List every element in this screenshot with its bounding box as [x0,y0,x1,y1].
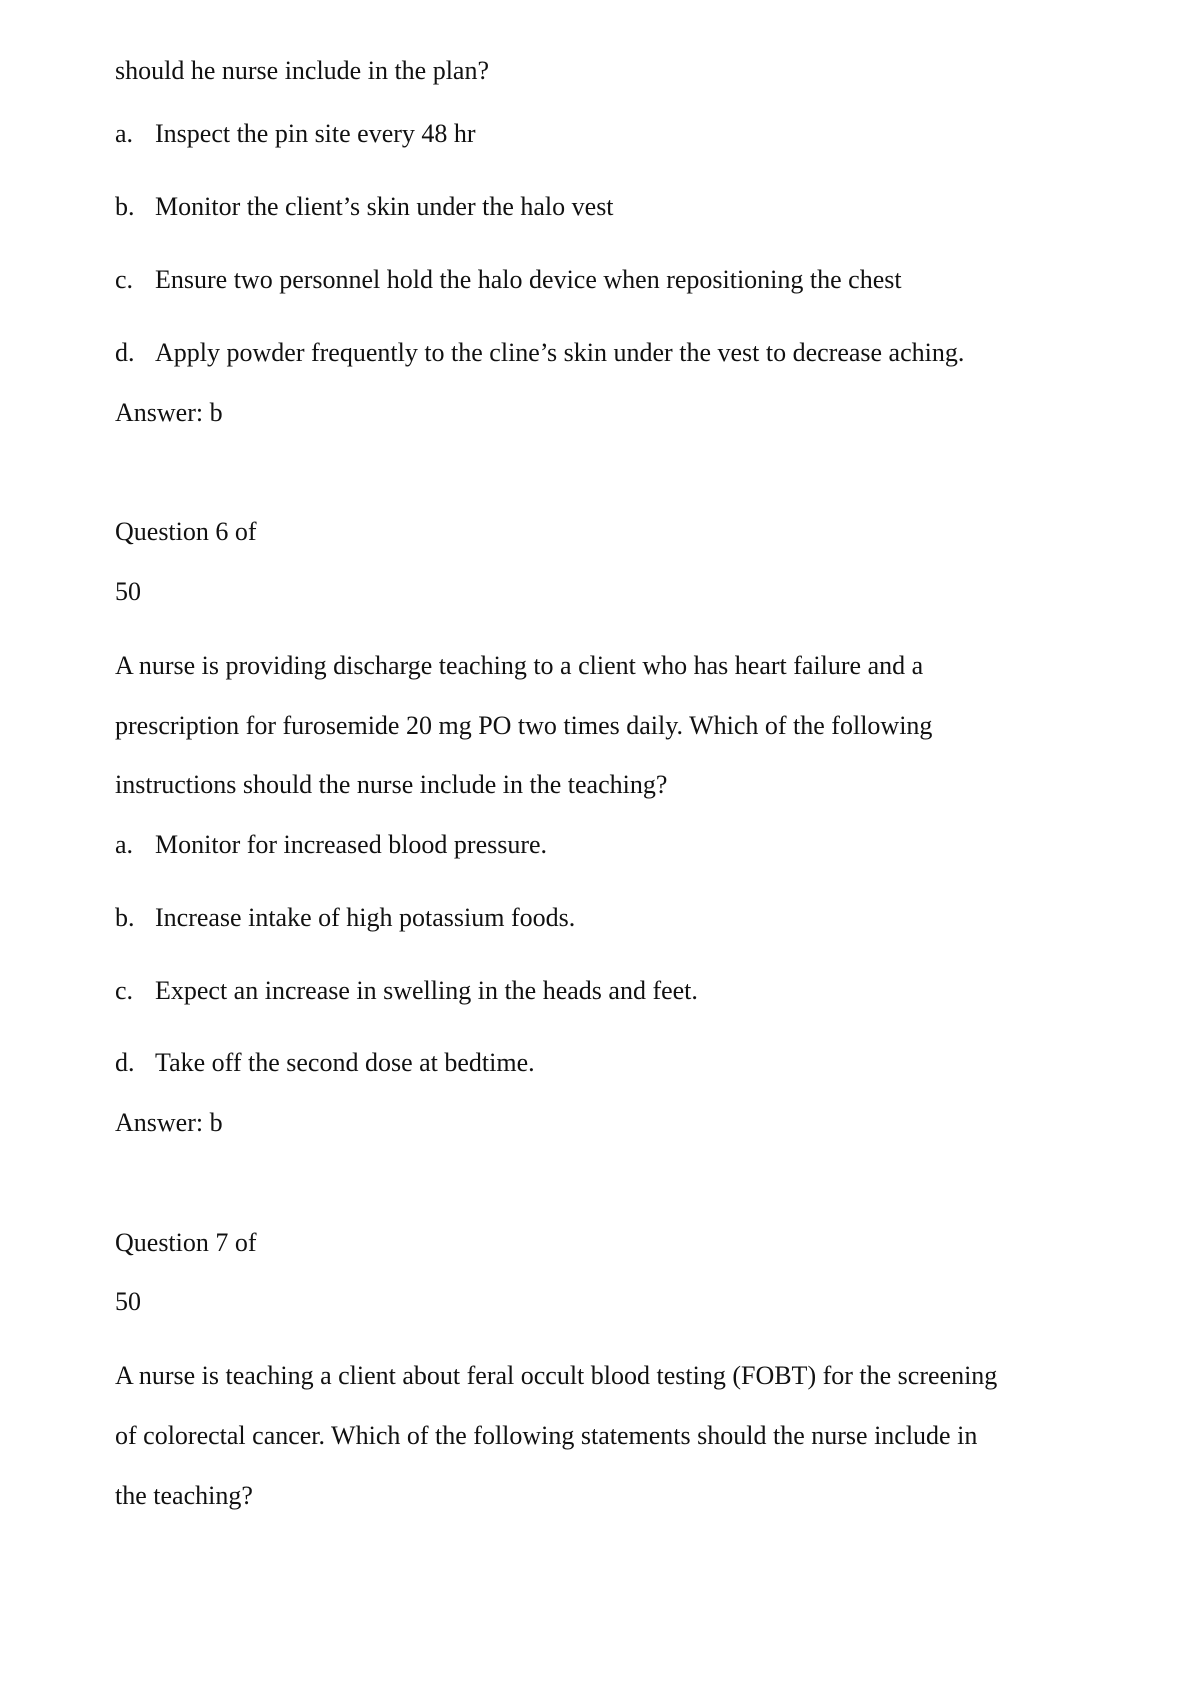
option-letter: d. [115,1048,135,1077]
option-c [115,264,902,296]
question-heading: Question 7 of [115,1228,257,1257]
question-stem-line: the teaching? [115,1481,253,1510]
question-stem-line: prescription for furosemide 20 mg PO two times daily. Which of the following [115,711,933,740]
option-d [115,337,964,369]
option-b [115,191,614,223]
answer-text: Answer: b [115,398,223,427]
option-letter: b. [115,192,135,221]
question-stem-line: of colorectal cancer. Which of the following statements should the nurse include in [115,1421,978,1450]
option-letter: a. [115,119,134,148]
option-text: Ensure two personnel hold the halo device when repositioning the chest [155,265,902,294]
question-stem-line: instructions should the nurse include in the teaching? [115,770,668,799]
option-b [115,902,575,934]
question-stem-tail: should he nurse include in the plan? [115,56,490,85]
question-total: 50 [115,577,141,606]
option-letter: a. [115,830,134,859]
option-text: Monitor for increased blood pressure. [155,830,548,859]
option-letter: b. [115,903,135,932]
option-d [115,1047,535,1079]
option-text: Inspect the pin site every 48 hr [155,119,476,148]
question-heading: Question 6 of [115,517,257,546]
option-letter: d. [115,338,135,367]
option-text: Monitor the client’s skin under the halo vest [155,192,614,221]
option-a [115,118,476,150]
question-stem-line: A nurse is teaching a client about feral occult blood testing (FOBT) for the screening [115,1361,998,1390]
option-letter: c. [115,265,134,294]
option-text: Take off the second dose at bedtime. [155,1048,535,1077]
option-a [115,829,547,861]
option-c [115,975,698,1007]
answer-text: Answer: b [115,1108,223,1137]
question-total: 50 [115,1287,141,1316]
option-text: Expect an increase in swelling in the heads and feet. [155,976,698,1005]
question-stem-line: A nurse is providing discharge teaching to a client who has heart failure and a [115,651,924,680]
option-text: Apply powder frequently to the cline’s skin under the vest to decrease aching. [155,338,965,367]
option-letter: c. [115,976,134,1005]
option-text: Increase intake of high potassium foods. [155,903,576,932]
